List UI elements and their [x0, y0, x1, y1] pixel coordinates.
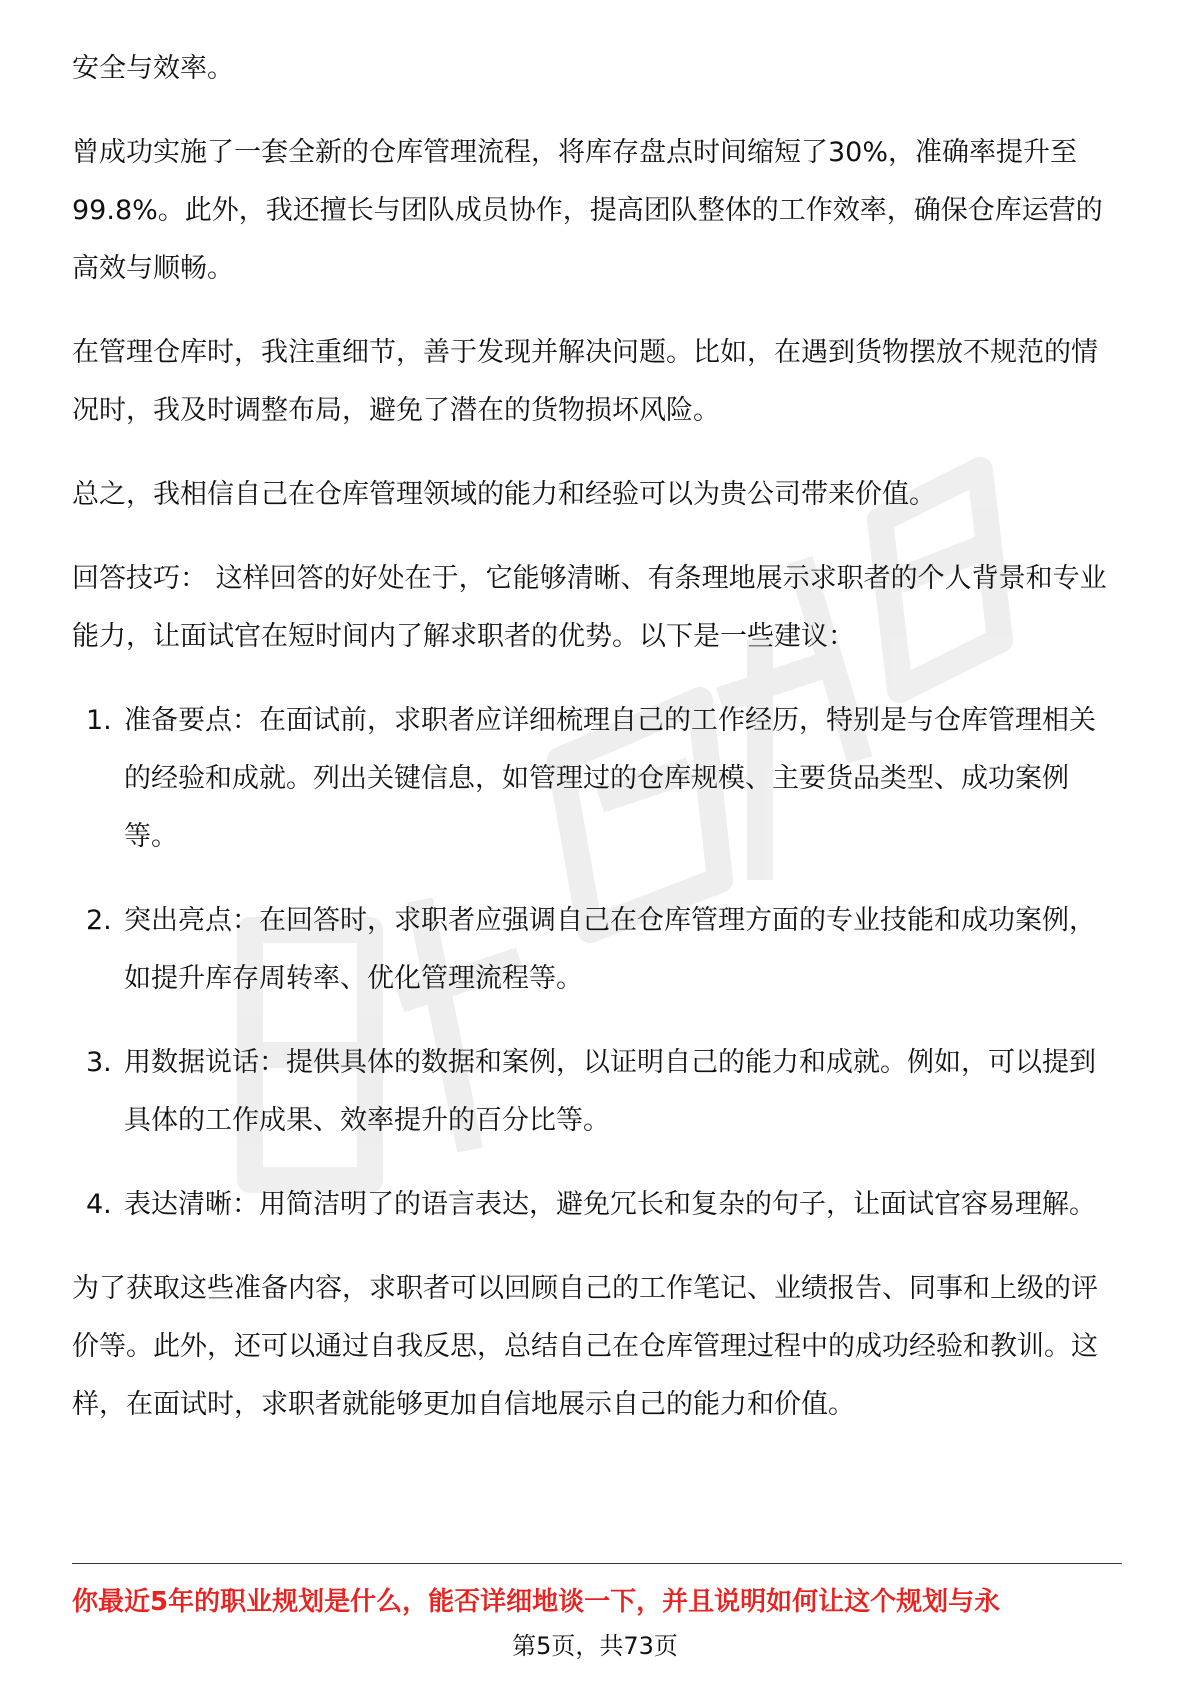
- list-item-text: 用数据说话：提供具体的数据和案例，以证明自己的能力和成就。例如，可以提到具体的工作成果、效率提升的百分比等。: [124, 1047, 1096, 1136]
- footer-divider: [72, 1563, 1122, 1564]
- list-item: [72, 1034, 1122, 1150]
- list-item-number: 1.: [86, 705, 112, 736]
- list-item: [72, 692, 1122, 866]
- next-question-heading: 你最近5年的职业规划是什么，能否详细地谈一下，并且说明如何让这个规划与永: [72, 1587, 1001, 1617]
- body-content: [72, 40, 1122, 1460]
- page-number: 第5页，共73页: [512, 1632, 678, 1660]
- list-item-number: 3.: [86, 1047, 112, 1078]
- paragraph-achievements: 曾成功实施了一套全新的仓库管理流程，将库存盘点时间缩短了30%，准确率提升至99.8%。此外，我还擅长与团队成员协作，提高团队整体的工作效率，确保仓库运营的高效与顺畅。: [72, 137, 1103, 284]
- list-item-text: 突出亮点：在回答时，求职者应强调自己在仓库管理方面的专业技能和成功案例，如提升库存周转率、优化管理流程等。: [124, 905, 1096, 994]
- list-item-number: 4.: [86, 1189, 112, 1220]
- paragraph-answer-tips: 回答技巧： 这样回答的好处在于，它能够清晰、有条理地展示求职者的个人背景和专业能力，让面试官在短时间内了解求职者的优势。以下是一些建议：: [72, 563, 1107, 652]
- paragraph-safety-efficiency: 安全与效率。: [72, 53, 234, 84]
- list-item-text: 准备要点：在面试前，求职者应详细梳理自己的工作经历，特别是与仓库管理相关的经验和成就。列出关键信息，如管理过的仓库规模、主要货品类型、成功案例等。: [124, 705, 1096, 852]
- list-item-number: 2.: [86, 905, 112, 936]
- list-item: [72, 892, 1122, 1008]
- list-item-text: 表达清晰：用简洁明了的语言表达，避免冗长和复杂的句子，让面试官容易理解。: [124, 1189, 1096, 1220]
- tips-list: [72, 692, 1122, 1234]
- paragraph-attention-to-detail: 在管理仓库时，我注重细节，善于发现并解决问题。比如，在遇到货物摆放不规范的情况时，我及时调整布局，避免了潜在的货物损坏风险。: [72, 337, 1098, 426]
- paragraph-closing: 为了获取这些准备内容，求职者可以回顾自己的工作笔记、业绩报告、同事和上级的评价等。此外，还可以通过自我反思，总结自己在仓库管理过程中的成功经验和教训。这样，在面试时，求职者就能够更加自信地展示自己的能力和价值。: [72, 1273, 1098, 1420]
- paragraph-conclusion: 总之，我相信自己在仓库管理领域的能力和经验可以为贵公司带来价值。: [72, 479, 936, 510]
- list-item: [72, 1176, 1122, 1234]
